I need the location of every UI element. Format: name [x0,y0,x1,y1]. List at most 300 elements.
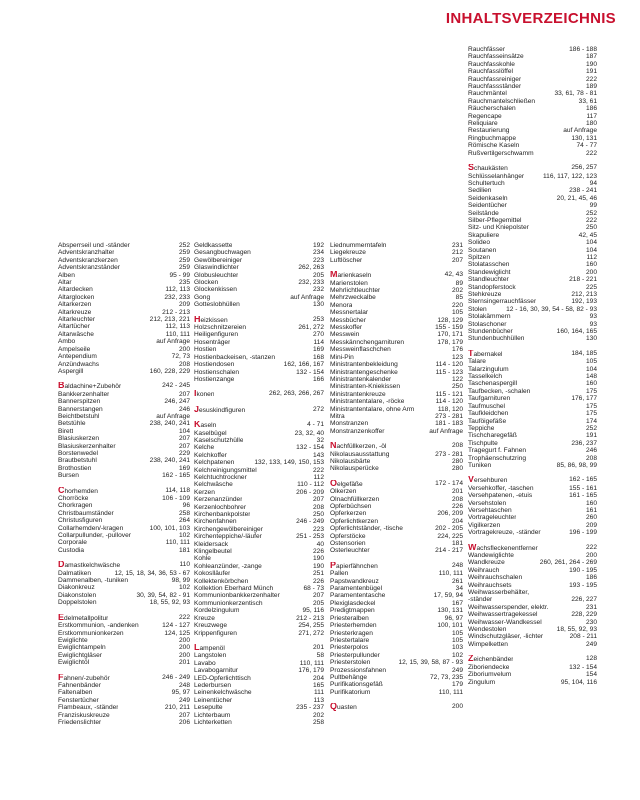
index-entry [58,346,190,353]
index-entry [468,476,597,484]
index-entry [330,391,463,398]
index-pages: 114 - 120 [435,398,463,406]
index-term: Borstenwedel [58,449,98,457]
index-pages: 130, 131 [437,607,463,615]
index-entry [194,682,324,689]
index-term: Restaurierung [468,127,510,135]
index-entry [58,368,190,375]
index-entry [468,559,597,566]
index-entry [468,492,597,499]
index-pages: 280 [451,465,463,473]
index-entry [468,53,597,60]
index-entry [194,555,324,562]
index-term: Skapuliere [468,231,500,239]
index-pages: 218 - 221 [569,276,597,284]
index-term: Standewiglicht [468,268,511,276]
index-term: Schaukästen [468,164,508,173]
index-term: Kommunionkerzentisch [194,599,263,607]
index-pages: 105 [585,358,597,366]
index-term: Doppelstolen [58,599,97,607]
index-entry [468,633,597,640]
index-entry [330,674,463,681]
index-pages: 103 [451,644,463,652]
index-entry [330,398,463,405]
index-term: Birett [58,427,74,435]
index-term: Reliquiare [468,120,498,128]
index-pages: 252 [178,242,190,249]
index-pages: 191 [585,68,597,76]
index-term: Ikonen [194,390,215,399]
index-entry [194,496,324,503]
index-term: Opferbüchsen [330,503,372,510]
index-pages: 222 [585,543,597,551]
index-entry [194,504,324,511]
index-entry [194,459,324,466]
index-pages: 207 [312,592,324,600]
index-term: Marienkaseln [330,271,372,280]
index-pages: 23, 32, 40 [294,429,324,437]
index-term: Kirchenteppiche/-läufer [194,533,262,541]
index-entry [58,614,190,622]
index-pages: 242 - 245 [162,382,190,390]
index-pages: 207 [178,435,190,443]
index-term: Rauchfasslöffel [468,68,513,76]
index-pages: auf Anfrage [290,293,324,301]
index-term: Wendestolen [468,626,507,634]
index-pages: 124, 125 [164,629,190,637]
index-pages: 160, 164, 165 [556,328,597,336]
index-term: Kleidersack [194,540,229,548]
index-entry [330,578,463,585]
index-entry [330,280,463,287]
index-pages: 224, 225 [437,532,463,540]
index-pages: 168 [312,353,324,361]
index-pages: 184, 185 [571,349,597,357]
index-term: Messkoffer [330,324,363,332]
index-entry [468,83,597,90]
index-entry [468,150,597,157]
index-entry [468,335,597,342]
index-term: Ringbuchmappe [468,134,517,142]
index-pages: 17, 59, 94 [433,592,463,600]
index-term: Ölkerzen [330,488,357,496]
index-entry [194,615,324,622]
index-entry [330,562,463,570]
index-entry [58,428,190,435]
index-pages: 250 [585,224,597,232]
index-entry [330,525,463,532]
index-term: Zeichenbänder [468,655,514,664]
index-term: Kelchpatenen [194,459,235,467]
index-entry [330,622,463,629]
index-term: Tuniken [468,461,492,469]
index-entry [194,390,324,398]
index-pages: 18, 55, 92, 93 [149,599,190,607]
index-entry [194,286,324,293]
index-entry [468,388,597,395]
index-term: Plexiglasdeckel [330,599,376,607]
index-term: Talarzingulum [468,365,509,373]
index-term: Corporale [58,539,87,547]
index-term: Liednummerntafeln [330,242,387,249]
index-pages: 110, 111 [438,688,463,696]
index-term: Weihwasser-Wandkessel [468,618,542,626]
index-entry [194,242,324,249]
index-entry [58,547,190,554]
index-term: Lampenöl [194,643,225,652]
index-term: Wandewiglichte [468,552,514,559]
index-entry [330,503,463,510]
index-entry [330,637,463,644]
index-entry [468,664,597,671]
index-pages: 226 [312,548,324,556]
index-term: Sternsingerrauchfässer [468,298,537,306]
index-pages: 169 [312,346,324,354]
index-entry [58,704,190,711]
index-pages: 132 - 154 [569,663,597,671]
index-entry [58,539,190,546]
index-entry [58,413,190,420]
index-entry [194,421,324,429]
index-pages: 259 [178,249,190,257]
index-term: Gotteslobhüllen [194,301,240,309]
index-entry [58,272,190,279]
index-term: Altardecken [58,286,93,294]
index-term: Tischpulte [468,439,498,447]
index-term: Mini-Pin [330,353,354,361]
index-entry [468,366,597,373]
index-pages: 200 [178,651,190,659]
index-pages: 273 - 281 [435,412,463,420]
index-term: Taufgarnituren [468,395,511,403]
index-entry [58,712,190,719]
index-term: Chorröcke [58,495,89,502]
index-term: Alben [58,271,75,279]
index-term: Kelche [194,444,215,452]
index-term: Ewiglichtampeln [58,644,106,652]
index-term: Soutanen [468,246,497,254]
index-entry [194,563,324,570]
index-term: Pallen [330,570,349,578]
index-term: Wimpelketten [468,640,508,648]
index-term: Bankkerzenhalter [58,390,110,398]
index-entry [468,447,597,454]
index-pages: 186 - 188 [569,46,597,53]
index-pages: 166 [312,375,324,383]
index-pages: 190 [312,555,324,563]
index-entry [468,321,597,328]
index-pages: 116, 117, 122, 123 [542,172,597,180]
index-pages: 105 [451,636,463,644]
index-entry [58,592,190,599]
index-pages: 18, 55, 92, 93 [556,626,597,634]
index-pages: 236, 237 [571,439,597,447]
index-pages: 208 [451,442,463,450]
index-pages: 110, 111 [165,539,190,547]
index-entry [468,173,597,180]
index-term: Kaseln [194,421,217,430]
index-term: Seidenkaseln [468,194,508,202]
index-pages: 212 - 213 [296,614,324,622]
index-entry [194,570,324,577]
index-entry [58,443,190,450]
index-entry [58,382,190,390]
index-term: Bannerspitzen [58,398,101,406]
index-term: Nachfüllkerzen, -öl [330,442,387,451]
index-pages: 160, 228, 229 [149,367,190,375]
index-entry [330,585,463,592]
index-pages: 248 [451,561,463,569]
index-entry [330,309,463,316]
index-pages: 112, 113 [165,323,190,331]
index-pages: 114 [313,338,324,346]
index-pages: 12, 15, 18, 34, 36, 53 - 67 [114,569,190,577]
index-entry [330,451,463,458]
index-pages: 112 [313,473,324,481]
index-term: Glaswindlichter [194,264,239,272]
index-term: Altarkreuze [58,308,92,316]
index-pages: 212 [451,249,463,257]
index-term: Krippenfiguren [194,629,237,637]
index-pages: 180 [585,120,597,128]
index-entry [330,346,463,353]
index-entry [58,637,190,644]
index-pages: 222 [178,613,190,621]
index-entry [194,406,324,414]
index-pages: 114 - 120 [435,361,463,369]
index-entry [468,46,597,53]
index-entry [194,578,324,585]
index-entry [468,210,597,217]
index-entry [194,541,324,548]
index-pages: 258 [178,509,190,517]
index-pages: 93 [589,313,597,321]
index-term: Versehpatenen, -etuis [468,492,533,500]
index-pages: 105 [451,629,463,637]
index-term: Kelchreinigungsmittel [194,466,257,474]
index-entry [468,127,597,134]
index-term: Messkännchengarnituren [330,338,405,346]
index-entry [468,611,597,618]
index-term: Taufmuschel [468,402,506,410]
index-term: Priesterpullunder [330,651,380,659]
index-pages: 200 [178,636,190,644]
index-term: Rauchfässer [468,46,506,53]
index-entry [330,249,463,256]
index-pages: 20, 21, 45, 46 [556,194,597,202]
index-pages: 162, 166, 167 [283,361,324,369]
index-term: Predigtmappen [330,607,375,615]
index-term: Regencape [468,112,502,120]
index-pages: 192, 193 [571,298,597,306]
index-pages: 162 - 165 [162,472,190,480]
index-entry [468,217,597,224]
index-pages: 206, 209 [437,510,463,518]
index-pages: 212, 213, 221 [149,316,190,324]
index-pages: 205 [312,599,324,607]
index-term: Aspergill [58,367,84,375]
index-term: Heiligenfiguren [194,331,238,339]
index-entry [330,600,463,607]
index-term: Antependium [58,353,97,361]
index-pages: 258 [312,718,324,726]
index-pages: 115 - 123 [435,368,463,376]
index-pages: 212 - 213 [162,308,190,316]
index-entry [194,481,324,488]
index-term: Brautbetstuhl [58,457,97,465]
index-pages: 259 [178,264,190,272]
index-entry [194,511,324,518]
index-entry [194,346,324,353]
index-pages: 102 [178,584,190,592]
index-entry [330,442,463,450]
index-pages: 207 [178,390,190,398]
index-term: Rauchfasskohle [468,60,515,68]
index-entry [194,430,324,437]
index-entry [330,376,463,383]
index-entry [468,552,597,559]
index-entry [468,90,597,97]
index-entry [468,514,597,521]
index-term: Wachsfleckenentferner [468,543,538,552]
index-pages: 104 [178,427,190,435]
index-pages: 222 [312,466,324,474]
index-term: Ministrantenkalender [330,375,392,383]
index-term: Ziboriumvelum [468,671,512,679]
index-entry [58,561,190,569]
index-term: Langstolen [194,652,227,660]
index-entry [58,510,190,517]
index-term: Globusleuchter [194,271,239,279]
index-entry [468,224,597,231]
index-term: Edelmetallpolitur [58,613,109,622]
index-term: Altar [58,279,72,287]
index-pages: 175 [585,402,597,410]
index-entry [330,615,463,622]
index-pages: 235 [178,279,190,287]
index-term: Klingelbeutel [194,548,232,556]
index-pages: 130, 131 [571,134,597,142]
index-entry [330,667,463,674]
index-pages: 190 - 195 [569,566,597,574]
index-term: Christusfiguren [58,517,103,525]
index-entry [468,358,597,365]
index-pages: 246 [585,447,597,455]
index-term: Sedilien [468,187,492,195]
index-entry [58,630,190,637]
index-entry [58,487,190,495]
index-term: Kirchengewölbereiniger [194,525,263,533]
index-pages: 202 - 205 [435,525,463,533]
index-entry [468,350,597,358]
index-pages: 196 - 199 [569,529,597,537]
index-entry [468,298,597,305]
index-entry [194,667,324,674]
index-term: Fahnen/-zubehör [58,673,110,682]
index-term: Hosenträger [194,338,231,346]
index-term: Hostiendosen [194,361,235,369]
index-entry [468,187,597,194]
index-term: Oelgefäße [330,479,363,488]
index-entry [330,354,463,361]
index-entry [58,674,190,682]
index-pages: 232, 233 [164,293,190,301]
index-pages: 178, 179 [437,338,463,346]
index-entry [58,644,190,651]
index-term: Silber-Pflegemittel [468,216,522,224]
index-entry [58,294,190,301]
page-title: INHALTSVERZEICHNIS [445,10,616,27]
index-pages: 251 - 253 [296,533,324,541]
index-entry [58,323,190,330]
index-term: Adventskranzkerzen [58,256,118,264]
index-entry [58,502,190,509]
index-term: Kerzen [194,488,215,496]
index-term: Opferlichtständer, -tische [330,525,403,533]
index-entry [330,689,463,696]
index-pages: 102 [178,532,190,540]
index-entry [194,652,324,659]
index-entry [468,544,597,552]
index-pages [594,589,597,596]
index-entry [194,437,324,444]
index-term: Ewiglichtöl [58,659,90,667]
index-term: Lichterketten [194,718,232,726]
index-term: Versehkoffer, -taschen [468,484,534,492]
index-pages: 260 [585,514,597,522]
index-entry [194,444,324,451]
index-term: Priestertalare [330,636,370,644]
index-pages: 252 [585,209,597,217]
index-entry [468,507,597,514]
index-term: Stehkreuze [468,291,502,298]
index-term: Purifikationsgefäß [330,681,383,689]
index-term: Erstkommunionkerzen [58,629,124,637]
index-entry [330,324,463,331]
index-entry [468,98,597,105]
index-term: Ostensorien [330,540,366,548]
index-pages: 172 - 174 [435,479,463,487]
index-term: Diakonstolen [58,591,97,599]
index-entry [58,420,190,427]
index-pages: 155 - 159 [435,324,463,332]
index-term: Messbücher [330,316,366,324]
index-pages: 104 [585,239,597,247]
index-pages: 249 [178,696,190,704]
index-pages: 201 [451,488,463,496]
index-pages: 222 [585,149,597,157]
index-term: Kohle [194,555,211,563]
index-entry [468,180,597,187]
index-term: Blasiuskerzenhalter [58,442,116,450]
index-term: Vortragekreuze, -ständer [468,529,541,537]
index-term: Altarwäsche [58,330,94,338]
index-entry [468,68,597,75]
index-entry [330,458,463,465]
index-pages: 200 [178,345,190,353]
index-pages: 176, 177 [571,395,597,403]
index-pages: 253 [312,315,324,323]
index-term: Kerzenanzünder [194,496,243,504]
index-entry [330,406,463,413]
index-pages: 96 [182,502,190,510]
index-term: Ampelseile [58,345,91,353]
index-entry [330,465,463,472]
index-term: Nikolausperücke [330,465,379,473]
index-term: Holzschnitzereien [194,324,247,332]
index-term: Opferkerzen [330,510,367,518]
index-entry [468,567,597,574]
